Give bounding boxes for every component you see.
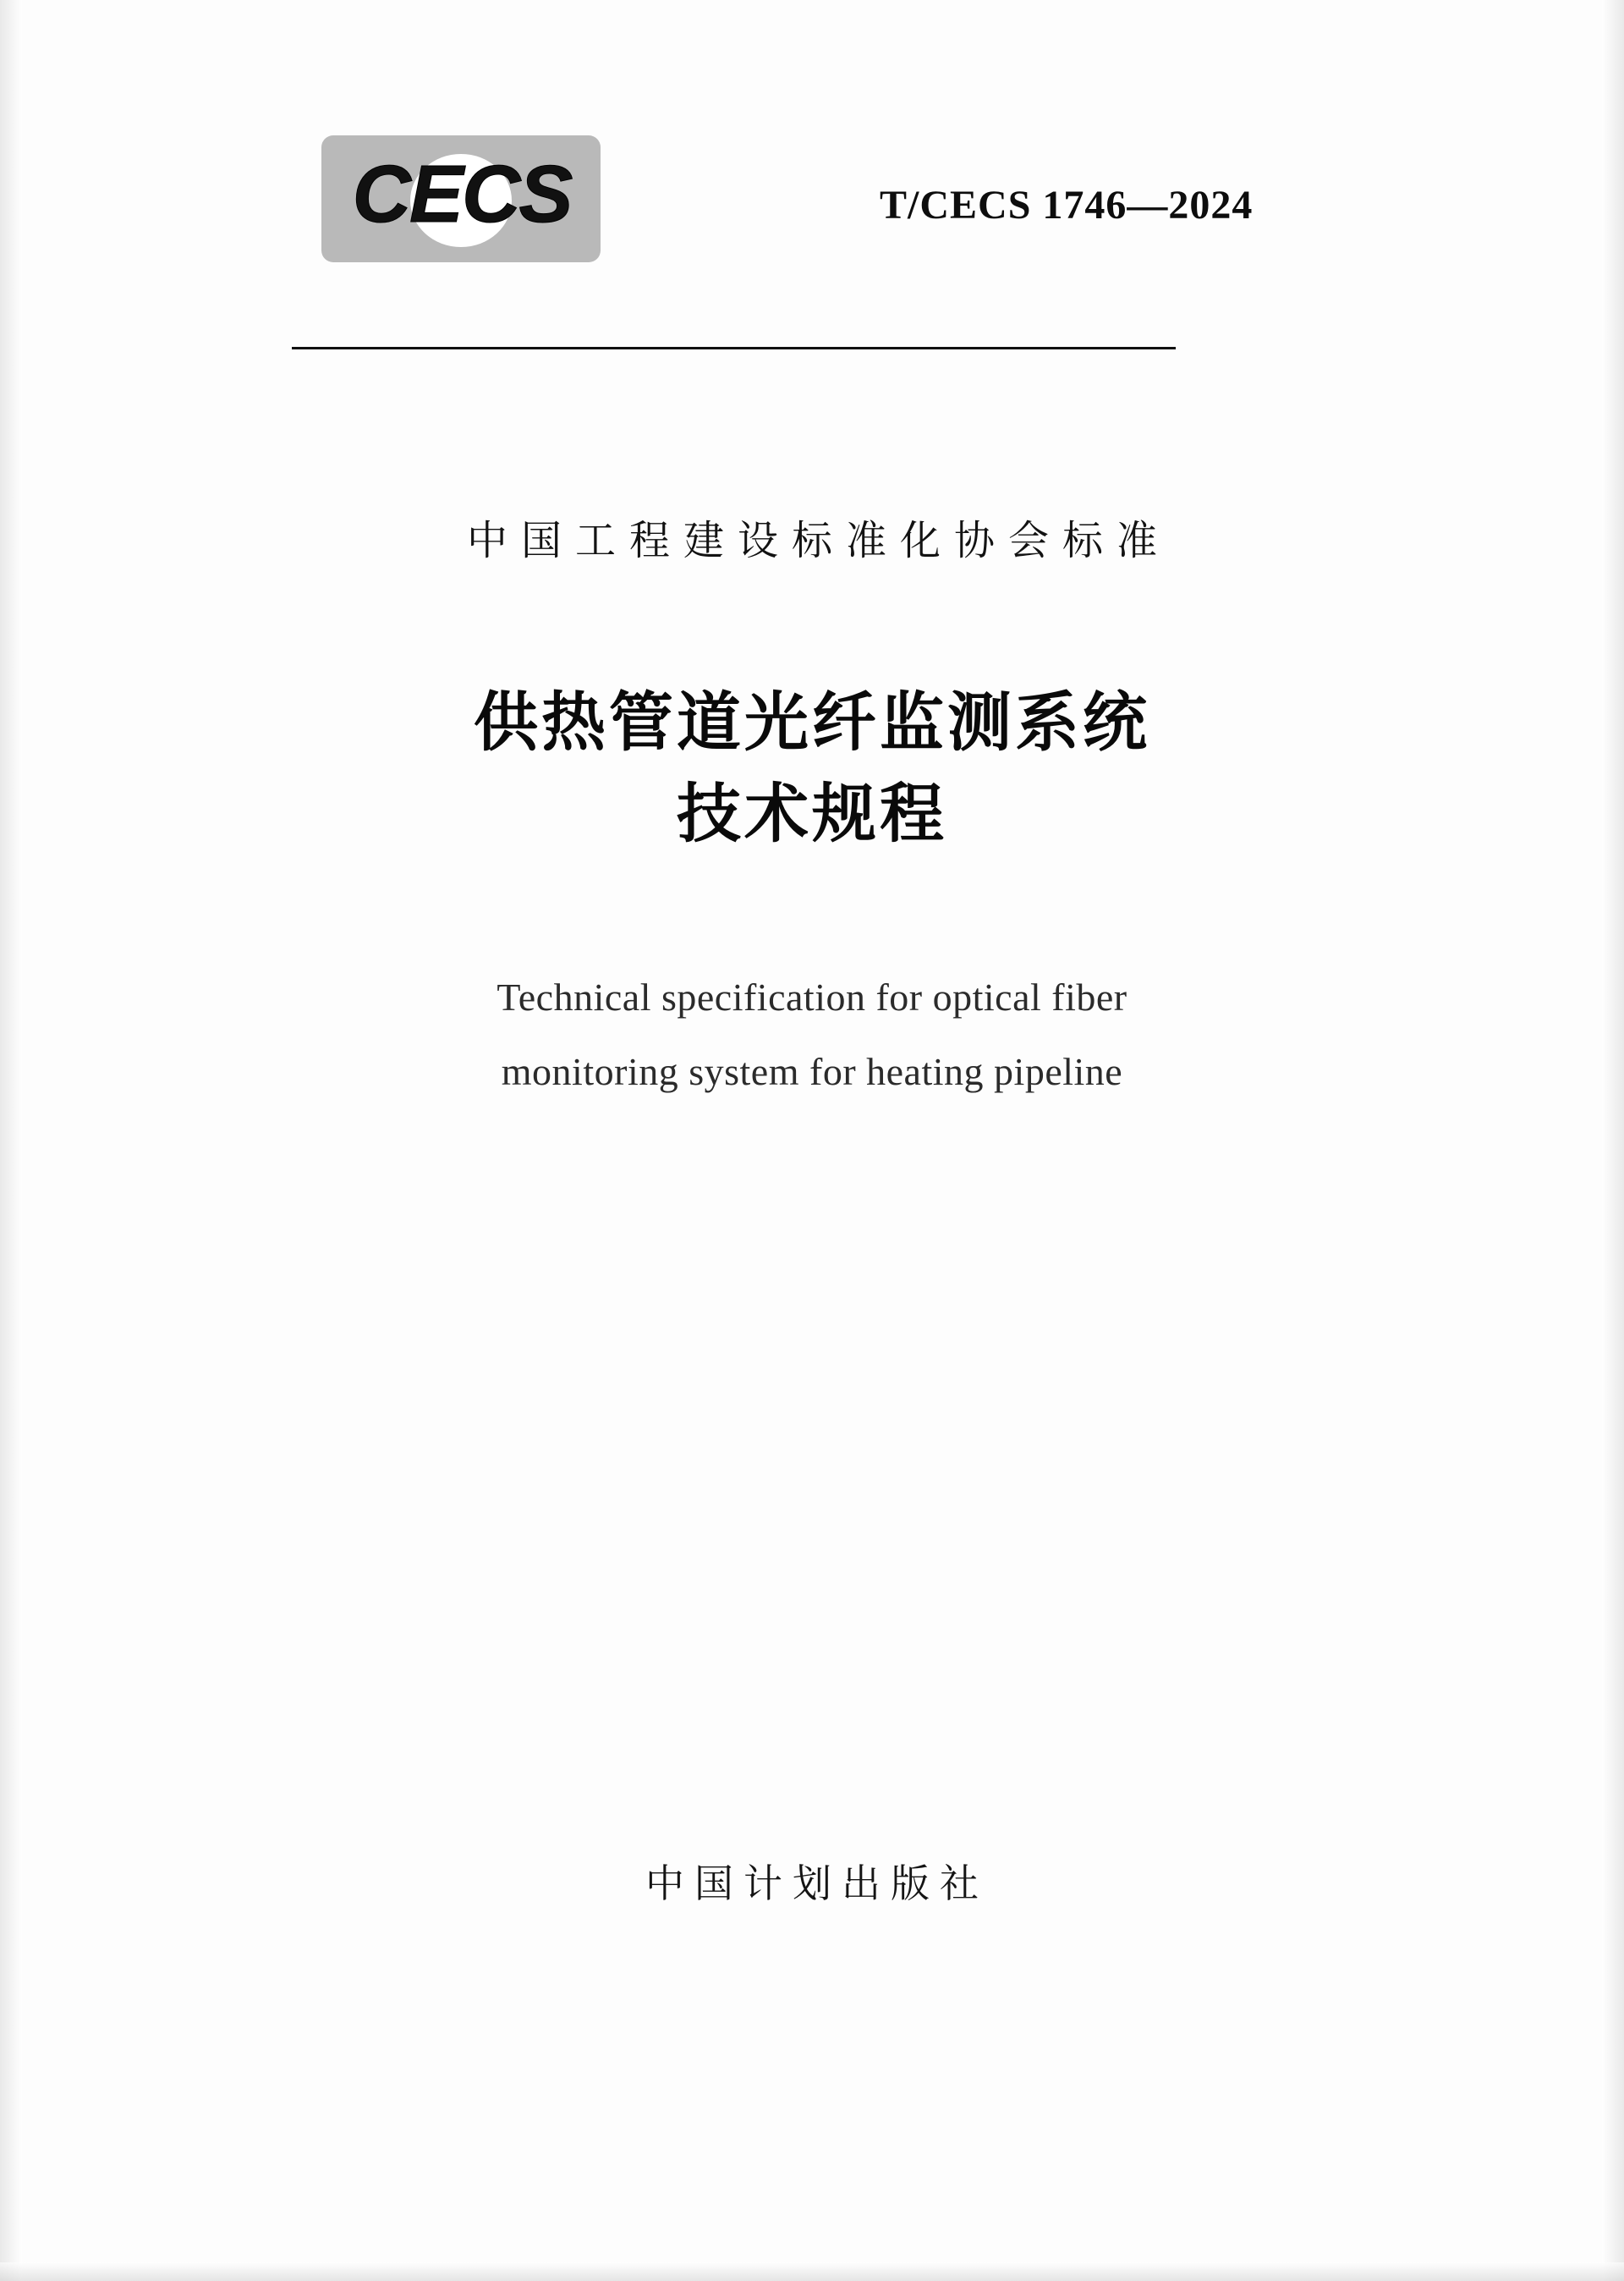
- document-title-en-line1: Technical specification for optical fiber: [497, 976, 1127, 1019]
- document-title-cn-line1: 供热管道光纤监测系统: [474, 684, 1150, 760]
- page-edge-shadow-left: [0, 0, 22, 2281]
- document-title-en: [0, 960, 1624, 1109]
- publisher-name: 中国计划出版社: [645, 1861, 989, 1906]
- document-title-en-line2: monitoring system for heating pipeline: [501, 1050, 1123, 1093]
- logo-text: CECS: [352, 149, 572, 239]
- document-title-cn-line2: 技术规程: [677, 776, 947, 851]
- document-header: [288, 102, 1472, 313]
- document-title-cn: [0, 677, 1624, 860]
- standard-code: T/CECS 1746—2024: [880, 183, 1254, 228]
- page-edge-shadow-bottom: [0, 2262, 1624, 2281]
- cecs-logo: [313, 110, 613, 279]
- page-edge-shadow-right: [1602, 0, 1624, 2281]
- header-divider: [292, 347, 1176, 349]
- issuing-organization: 中国工程建设标准化协会标准: [466, 517, 1171, 564]
